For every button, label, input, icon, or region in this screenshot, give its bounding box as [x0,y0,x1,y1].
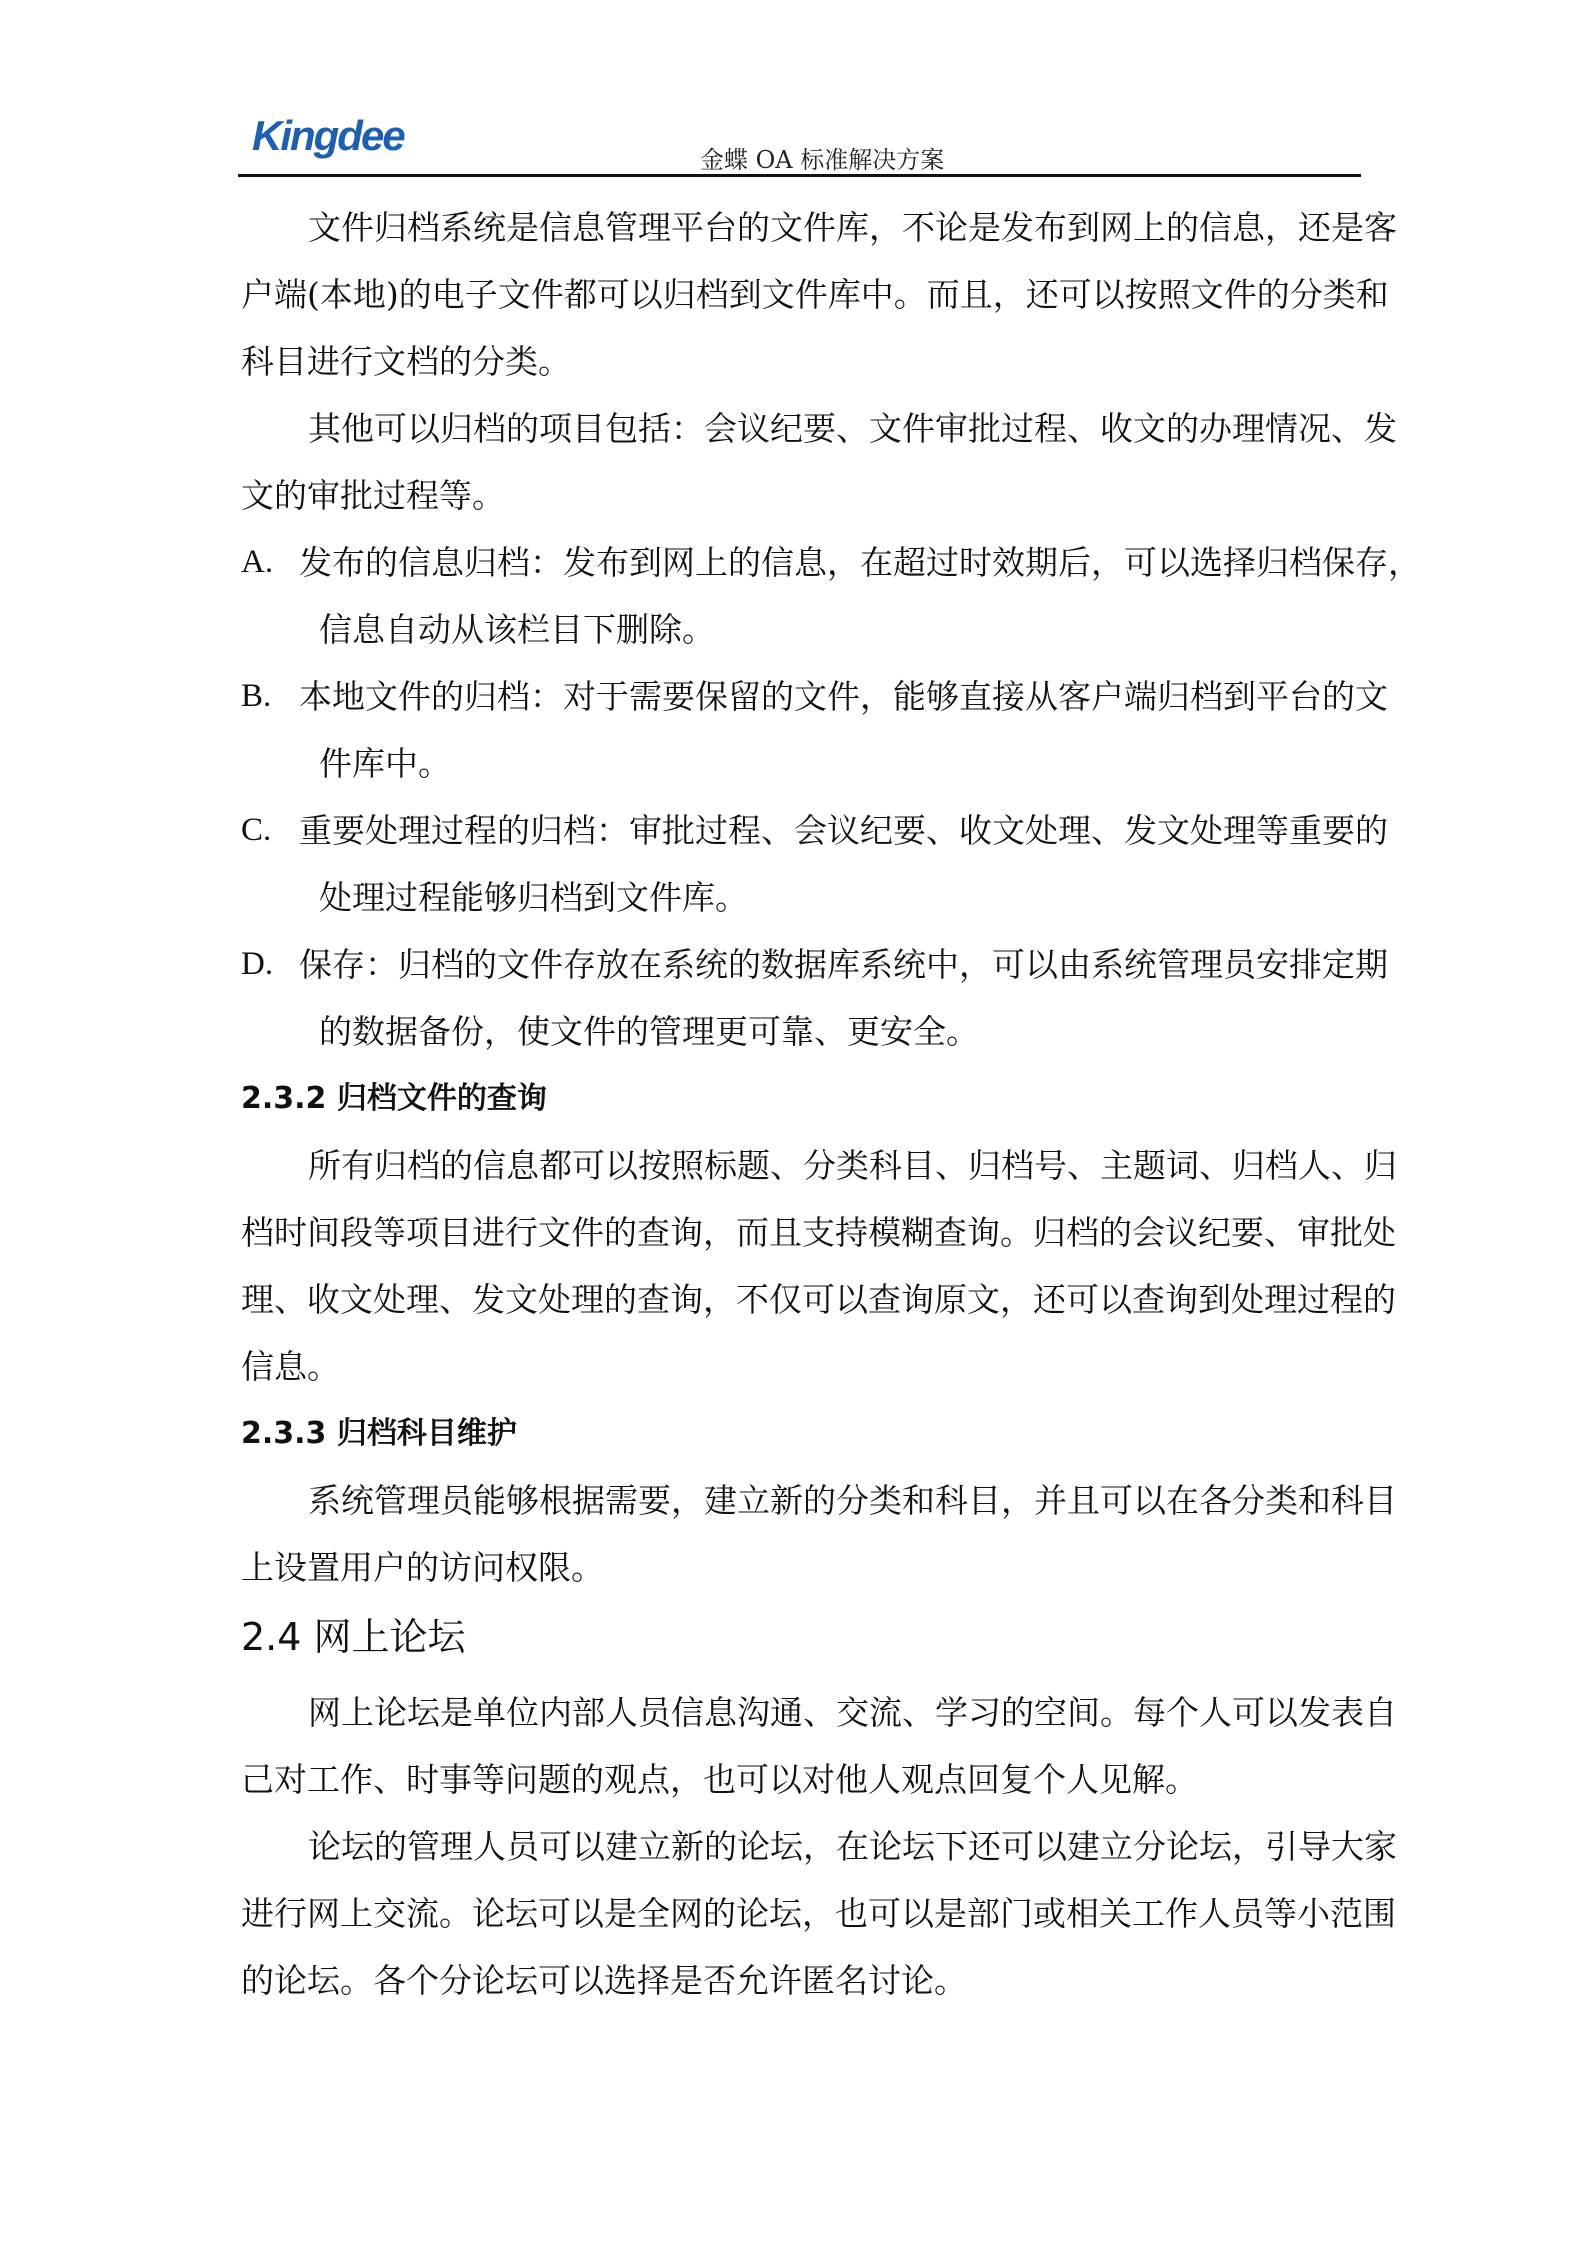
list-label: C. [241,812,272,848]
document-body [241,194,1421,2014]
list-item [241,529,1421,596]
paragraph-line: 信息。 [241,1347,340,1386]
list-item [241,931,1388,998]
list-label: D. [241,946,274,982]
paragraph-line: 文的审批过程等。 [241,476,505,515]
paragraph-line: 网上论坛是单位内部人员信息沟通、交流、学习的空间。每个人可以发表自 [308,1693,1397,1732]
kingdee-logo: Kingdee [252,112,404,159]
paragraph-line: 进行网上交流。论坛可以是全网的论坛，也可以是部门或相关工作人员等小范围 [241,1894,1396,1933]
paragraph-line: 系统管理员能够根据需要，建立新的分类和科目，并且可以在各分类和科目 [308,1481,1397,1520]
section-heading-2-4: 2.4 网上论坛 [241,1615,466,1659]
paragraph-line: 上设置用户的访问权限。 [241,1548,604,1587]
paragraph-line: 所有归档的信息都可以按照标题、分类科目、归档号、主题词、归档人、归 [308,1146,1397,1185]
list-text: 重要处理过程的归档：审批过程、会议纪要、收文处理、发文处理等重要的 [299,811,1388,850]
list-text: 信息自动从该栏目下删除。 [319,610,715,649]
list-text: 件库中。 [319,744,451,783]
list-text: 保存：归档的文件存放在系统的数据库系统中，可以由系统管理员安排定期 [299,945,1388,984]
paragraph-line: 理、收文处理、发文处理的查询，不仅可以查询原文，还可以查询到处理过程的 [241,1280,1396,1319]
list-text: 处理过程能够归档到文件库。 [319,878,748,917]
list-text: 发布的信息归档：发布到网上的信息，在超过时效期后，可以选择归档保存， [299,543,1421,582]
paragraph-line: 档时间段等项目进行文件的查询，而且支持模糊查询。归档的会议纪要、审批处 [241,1213,1396,1252]
header-divider [238,174,1361,177]
section-heading-2-3-3: 2.3.3 归档科目维护 [241,1416,517,1451]
paragraph-line: 户端(本地)的电子文件都可以归档到文件库中。而且，还可以按照文件的分类和 [241,275,1389,314]
paragraph-line: 文件归档系统是信息管理平台的文件库，不论是发布到网上的信息，还是客 [308,208,1397,247]
list-item [241,663,1388,730]
list-label: A. [241,544,274,580]
paragraph-line: 己对工作、时事等问题的观点，也可以对他人观点回复个人见解。 [241,1760,1198,1799]
list-label: B. [241,678,272,714]
header-title: 金蝶 OA 标准解决方案 [700,146,945,174]
paragraph-line: 的论坛。各个分论坛可以选择是否允许匿名讨论。 [241,1961,967,2000]
list-text: 的数据备份，使文件的管理更可靠、更安全。 [319,1012,979,1051]
section-heading-2-3-2: 2.3.2 归档文件的查询 [241,1081,547,1116]
paragraph-line: 科目进行文档的分类。 [241,342,571,381]
paragraph-line: 其他可以归档的项目包括：会议纪要、文件审批过程、收文的办理情况、发 [308,409,1397,448]
list-item [241,797,1388,864]
paragraph-line: 论坛的管理人员可以建立新的论坛，在论坛下还可以建立分论坛，引导大家 [308,1827,1397,1866]
list-text: 本地文件的归档：对于需要保留的文件，能够直接从客户端归档到平台的文 [299,677,1388,716]
